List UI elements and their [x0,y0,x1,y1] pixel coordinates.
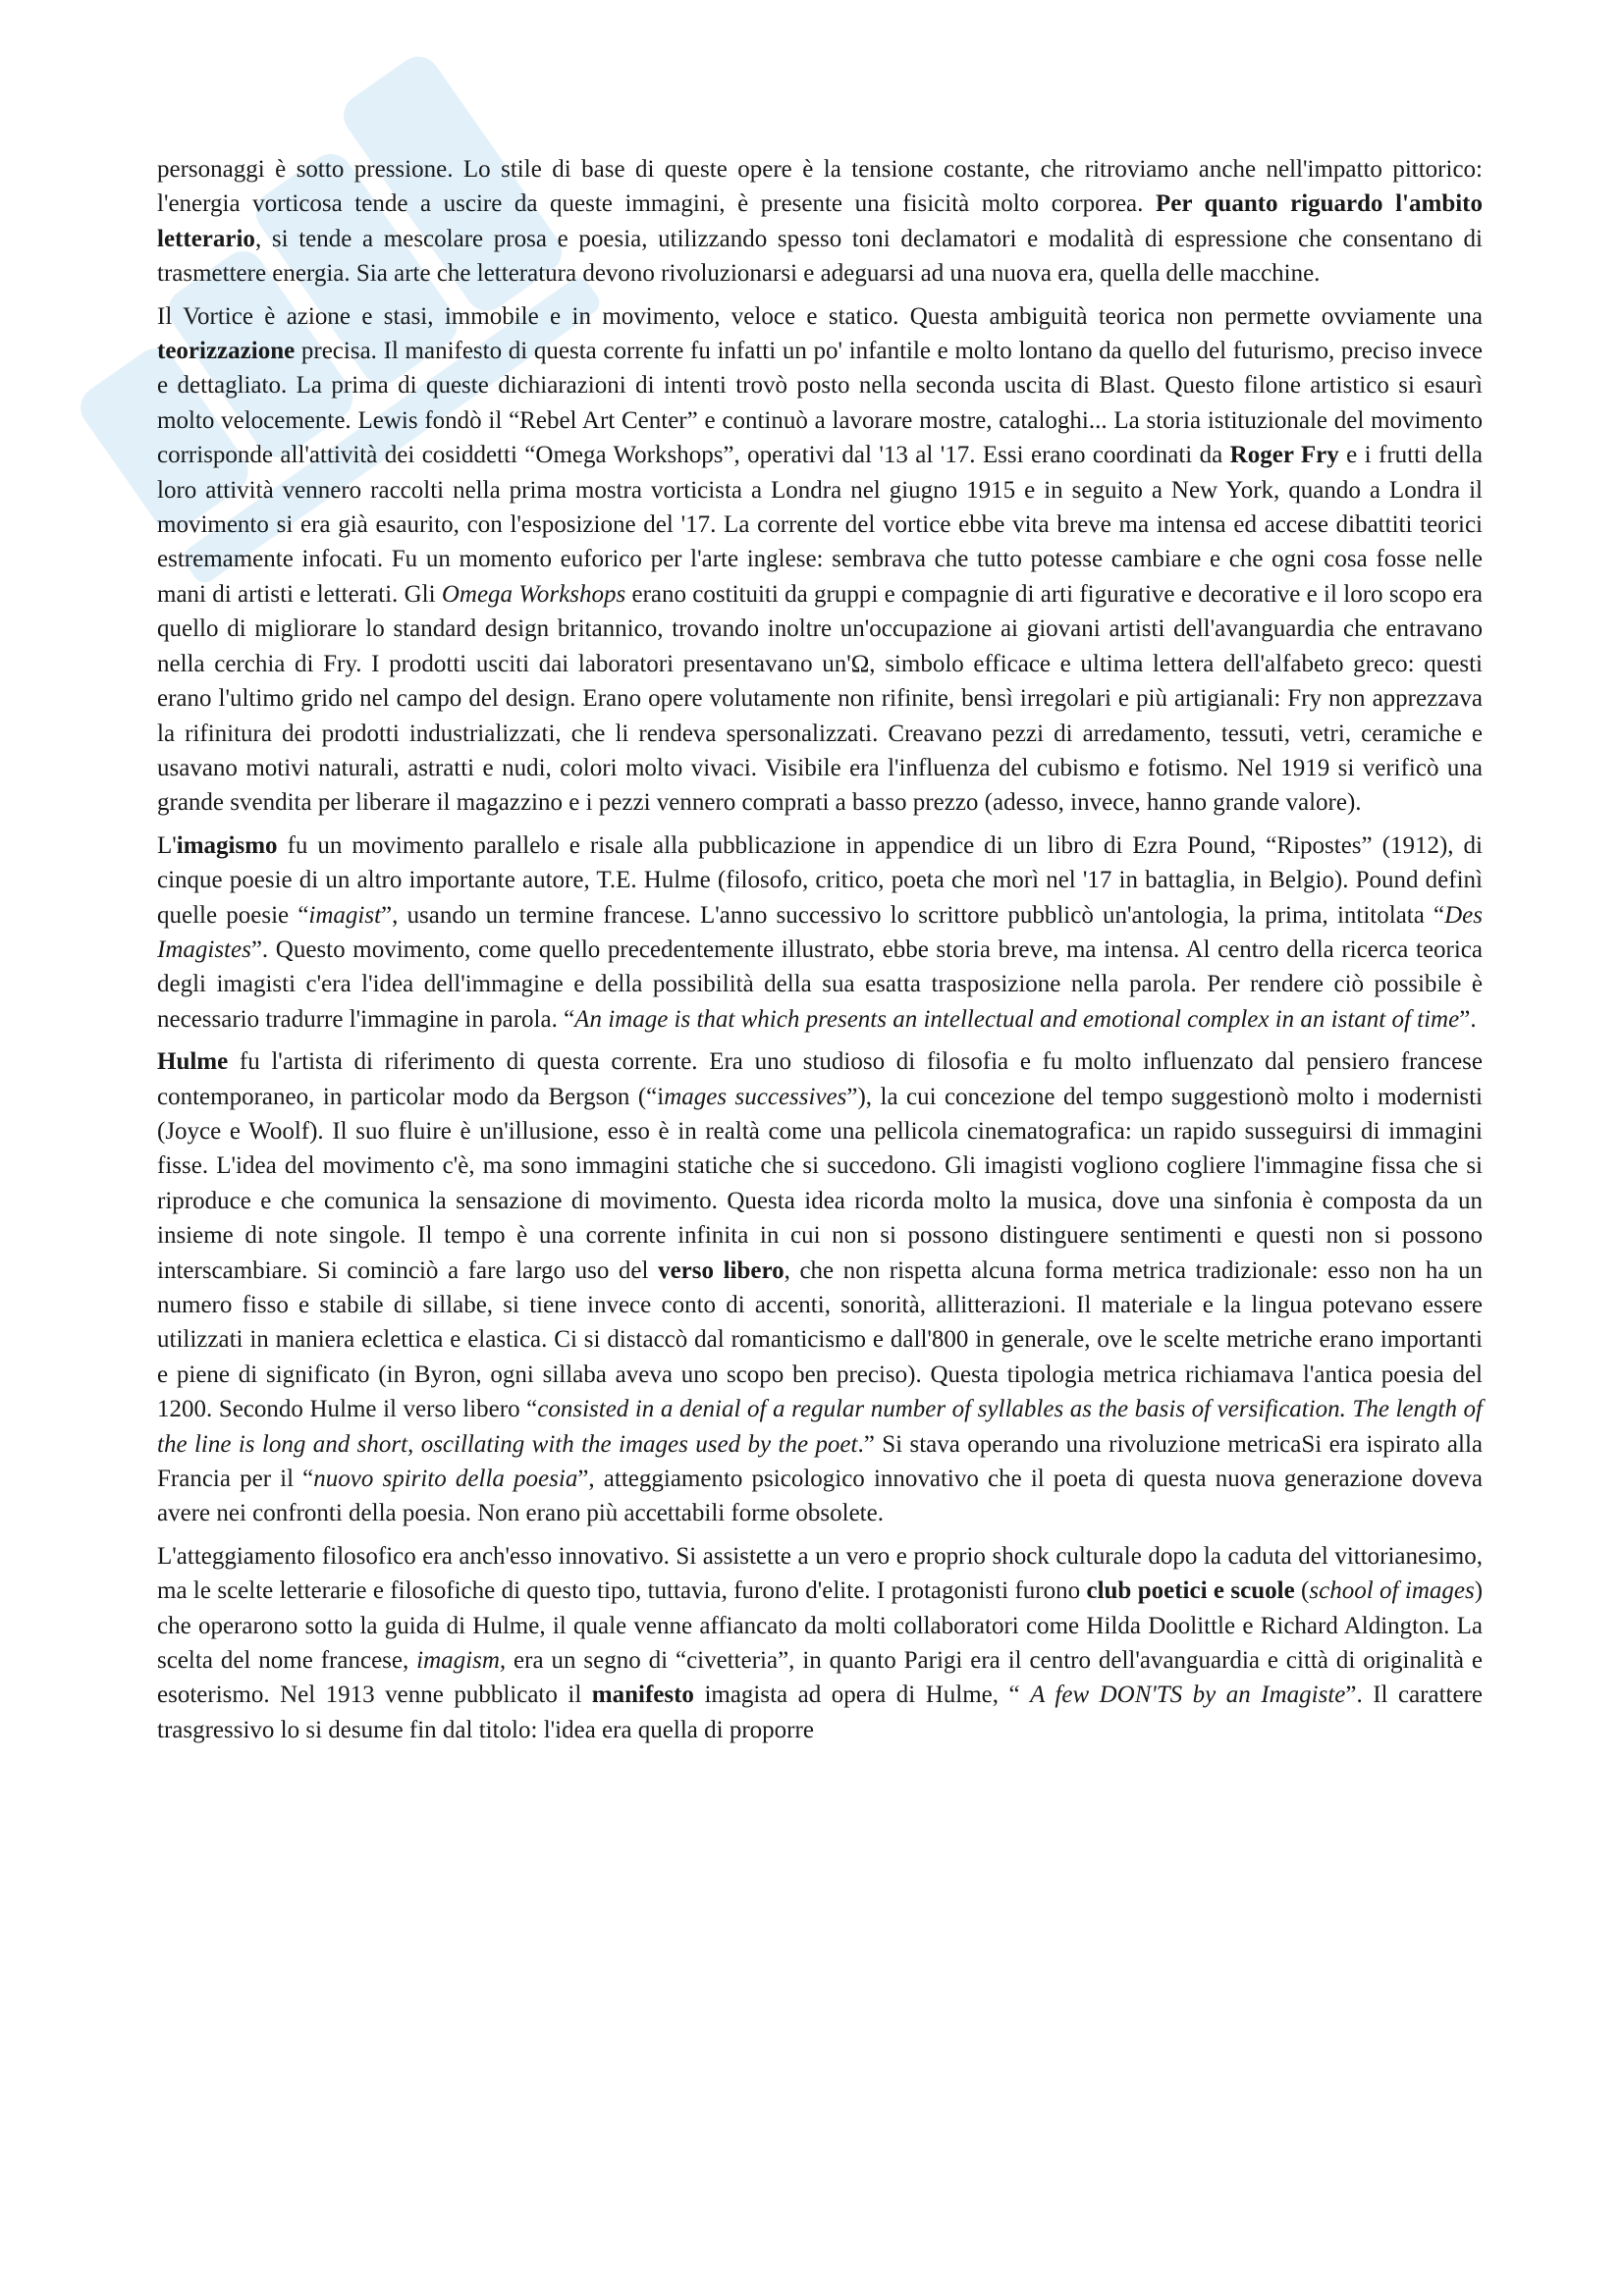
text-run: era un segno di “civetteria”, in quanto Parigi era il centro dell'avanguardia e città di originalità e esoterismo. Nel 1913 venne pubblicato il [157,1647,1483,1709]
paragraph [157,1044,1483,1531]
text-run: e i frutti della loro attività vennero raccolti nella prima mostra vorticista a Londra nel giugno 1915 e in seguito a New York, quando a Londra il movimento si era già esaurito, con l'esposizione del '17. La corrente del vortice ebbe vita breve ma intensa ed accese dibattiti teorici estremamente infocati. Fu un momento euforico per l'arte inglese: sembrava che tutto potesse cambiare e che ogni cosa fosse nelle mani di artisti e letterati. Gli [157,442,1483,608]
text-run: L'atteggiamento filosofico era anch'esso innovativo. Si assistette a un vero e proprio shock culturale dopo la caduta del vittorianesimo, ma le scelte letterarie e filosofiche di questo tipo, tuttavia, furono d'elite. I protagonisti furono [157,1542,1483,1605]
bold-text: teorizzazione [157,338,296,365]
italic-text: imagist [308,901,382,929]
italic-text: Omega Workshops [441,580,626,608]
italic-text: An image is that which presents an intellectual and emotional complex in an istant of time [574,1005,1460,1033]
text-run: ”, usando un termine francese. L'anno successivo lo scrittore pubblicò un'antologia, la prima, intitolata “ [381,901,1445,929]
text-run: fu l'artista di riferimento di questa corrente. Era uno studioso di filosofia e fu molto influenzato dal pensiero francese contemporaneo, in particolar modo da Bergson (“i [157,1048,1483,1110]
bold-text: Per quanto riguardo l'ambito letterario [157,190,1483,252]
italic-text: nuovo spirito della poesia [313,1466,578,1493]
text-run: ( [1294,1577,1310,1605]
bold-text: Roger Fry [1229,442,1339,469]
text-run: imagista ad opera di Hulme, “ [693,1682,1031,1709]
document-body [157,152,1483,1755]
paragraph [157,828,1483,1037]
text-run: ”. [1459,1005,1477,1033]
text-run: erano costituiti da gruppi e compagnie di arti figurative e decorative e il loro scopo era quello di migliorare lo standard design britannico, trovando inoltre un'occupazione ai giovani artisti dell'avanguardia che entravano nella cerchia di Fry. I prodotti usciti dai laboratori presentavano un'Ω, simbolo efficace e ultima lettera dell'alfabeto greco: questi erano l'ultimo grido nel campo del design. Erano opere volutamente non rifinite, bensì irregolari e più artigianali: Fry non apprezzava la rifinitura dei prodotti industrializzati, che li rendeva spersonalizzati. Creavano pezzi di arredamento, tessuti, vetri, ceramiche e usavano motivi naturali, astratti e nudi, colori molto vivaci. Visibile era l'influenza del cubismo e fotismo. Nel 1919 si verificò una grande svendita per liberare il magazzino e i pezzi vennero comprati a basso prezzo (adesso, invece, hanno grande valore). [157,580,1483,817]
italic-text: school of images [1309,1577,1475,1605]
text-run: .” Si stava operando una rivoluzione metricaSi era ispirato alla Francia per il “ [157,1430,1483,1493]
text-run: Il Vortice è azione e stasi, immobile e in movimento, veloce e statico. Questa ambiguità teorica non permette ovviamente una [157,302,1483,330]
text-run: ”. Il carattere trasgressivo lo si desume fin dal titolo: l'idea era quella di proporre [157,1682,1483,1743]
bold-text: Hulme [157,1048,229,1076]
text-run: ”, atteggiamento psicologico innovativo che il poeta di questa nuova generazione doveva avere nei confronti della poesia. Non erano più accettabili forme obsolete. [157,1466,1484,1527]
text-run: personaggi è sotto pressione. Lo stile di base di queste opere è la tensione costante, che ritroviamo anche nell'impatto pittorico: l'energia vorticosa tende a uscire da queste immagini, è presente una fisicità molto corporea. [157,156,1483,218]
bold-text: club poetici e scuole [1086,1577,1295,1605]
italic-text: mages successives [664,1083,847,1110]
text-run: precisa. Il manifesto di questa corrente fu infatti un po' infantile e molto lontano da quello del futurismo, preciso invece e dettagliato. La prima di queste dichiarazioni di intenti trovò posto nella seconda uscita di Blast. Questo filone artistico si esaurì molto velocemente. Lewis fondò il “Rebel Art Center” e continuò a lavorare mostre, cataloghi... La storia istituzionale del movimento corrisponde all'attività dei cosiddetti “Omega Workshops”, operativi dal '13 al '17. Essi erano coordinati da [157,338,1483,469]
bold-text: verso libero [658,1256,784,1284]
text-run: ”. Questo movimento, come quello precedentemente illustrato, ebbe storia breve, ma intensa. Al centro della ricerca teorica degli imagisti c'era l'idea dell'immagine e della possibilità della sua esatta trasposizione nella parola. Per rendere ciò possibile è necessario tradurre l'immagine in parola. “ [157,935,1483,1033]
text-run: L' [157,831,177,859]
text-run: fu un movimento parallelo e risale alla pubblicazione in appendice di un libro di Ezra Pound, “Ripostes” (1912), di cinque poesie di un altro importante autore, T.E. Hulme (filosofo, critico, poeta che morì nel '17 in battaglia, in Belgio). Pound definì quelle poesie “ [157,831,1483,929]
italic-text: A few DON'TS by an Imagiste [1030,1682,1346,1709]
text-run: ) che operarono sotto la guida di Hulme, il quale venne affiancato da molti collaboratori come Hilda Doolittle e Richard Aldington. La scelta del nome francese, [157,1577,1484,1675]
text-run: ”), la cui concezione del tempo suggestionò molto i modernisti (Joyce e Woolf). Il suo fluire è un'illusione, esso è in realtà come una pellicola cinematografica: un rapido susseguirsi di immagini fisse. L'idea del movimento c'è, ma sono immagini statiche che si succedono. Gli imagisti vogliono cogliere l'immagine fissa che si riproduce e che comunica la sensazione di movimento. Questa idea ricorda molto la musica, dove una sinfonia è composta da un insieme di note singole. Il tempo è una corrente infinita in cui non si possono distinguere sentimenti e questi non si possono interscambiare. Si cominciò a fare largo uso del [157,1083,1484,1284]
paragraph [157,299,1483,821]
bold-text: manifesto [591,1682,694,1709]
text-run: , si tende a mescolare prosa e poesia, utilizzando spesso toni declamatori e modalità di espressione che consentano di trasmettere energia. Sia arte che letteratura devono rivoluzionarsi e adeguarsi ad una nuova era, quella delle macchine. [157,225,1483,288]
paragraph [157,152,1483,292]
italic-text: consisted in a denial of a regular number of syllables as the basis of versification. The length of the line is long and short, oscillating with the images used by the poet [157,1396,1483,1458]
italic-text: imagism, [416,1647,507,1675]
paragraph [157,1539,1483,1747]
italic-text: Des Imagistes [157,901,1483,963]
bold-text: imagismo [176,831,278,859]
text-run: , che non rispetta alcuna forma metrica tradizionale: esso non ha un numero fisso e stabile di sillabe, si tiene invece conto di accenti, sonorità, allitterazioni. Il materiale e la lingua potevano essere utilizzati in maniera eclettica e elastica. Ci si distaccò dal romanticismo e dall'800 in generale, ove le scelte metriche erano importanti e piene di significato (in Byron, ogni sillaba aveva uno scopo ben preciso). Questa tipologia metrica richiamava l'antica poesia del 1200. Secondo Hulme il verso libero “ [157,1256,1483,1423]
